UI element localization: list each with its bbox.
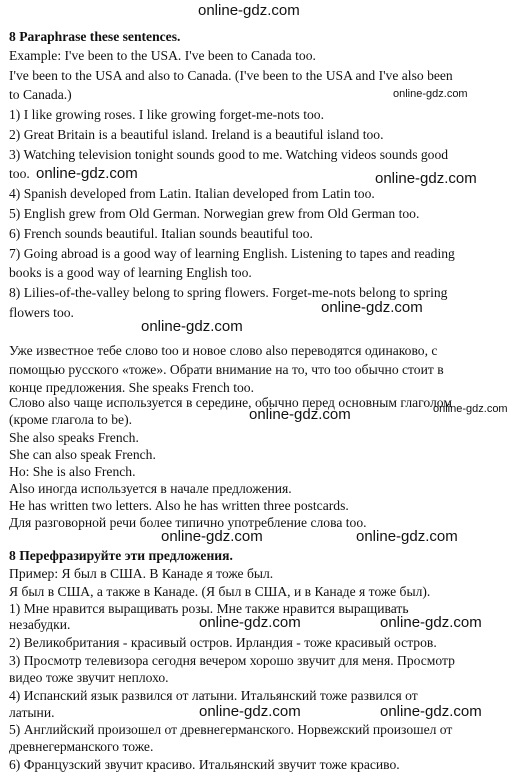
watermark: online-gdz.com: [141, 318, 243, 335]
exercise-heading-ru: 8 Перефразируйте эти предложения.: [9, 548, 233, 563]
watermark: online-gdz.com: [375, 170, 477, 187]
sentence-5-ru-cont: древнегерманского тоже.: [9, 739, 154, 754]
example-line: to Canada.): [9, 87, 72, 102]
watermark: online-gdz.com: [199, 703, 301, 720]
example-line-ru: Пример: Я был в США. В Канаде я тоже был.: [9, 566, 274, 581]
note-line: Слово also чаще используется в середине, обычно перед основным глаголом: [9, 395, 452, 410]
example-line: I've been to the USA and also to Canada. (I've been to the USA and I've also been: [9, 68, 453, 83]
sentence-4: 4) Spanish developed from Latin. Italian developed from Latin too.: [9, 186, 375, 201]
note-line: Also иногда используется в начале предложения.: [9, 481, 292, 496]
sentence-7: 7) Going abroad is a good way of learning English. Listening to tapes and reading: [9, 246, 455, 261]
sentence-8: 8) Lilies-of-the-valley belong to spring flowers. Forget-me-nots belong to spring: [9, 285, 448, 300]
note-line: конце предложения. She speaks French too.: [9, 380, 254, 395]
sentence-5-ru: 5) Английский произошел от древнегерманского. Норвежский произошел от: [9, 722, 453, 737]
sentence-3-ru-cont: видео тоже звучит неплохо.: [9, 670, 169, 685]
sentence-6-ru: 6) Французский звучит красиво. Итальянский звучит тоже красиво.: [9, 757, 400, 772]
note-line: She also speaks French.: [9, 430, 139, 445]
note-line: She can also speak French.: [9, 447, 156, 462]
watermark: online-gdz.com: [36, 165, 138, 182]
note-line: He has written two letters. Also he has written three postcards.: [9, 498, 349, 513]
sentence-1: 1) I like growing roses. I like growing forget-me-nots too.: [9, 107, 324, 122]
sentence-2-ru: 2) Великобритания - красивый остров. Ирландия - тоже красивый остров.: [9, 635, 437, 650]
sentence-8-cont: flowers too.: [9, 305, 74, 320]
sentence-3-ru: 3) Просмотр телевизора сегодня вечером хорошо звучит для меня. Просмотр: [9, 653, 455, 668]
note-line: (кроме глагола to be).: [9, 412, 133, 427]
note-line: Для разговорной речи более типично употребление слова too.: [9, 515, 367, 530]
watermark: online-gdz.com: [249, 406, 351, 423]
note-line: Но: She is also French.: [9, 464, 136, 479]
sentence-4-ru: 4) Испанский язык развился от латыни. Итальянский тоже развился от: [9, 688, 418, 703]
sentence-1-ru: 1) Мне нравится выращивать розы. Мне также нравится выращивать: [9, 601, 409, 616]
sentence-2: 2) Great Britain is a beautiful island. Ireland is a beautiful island too.: [9, 127, 384, 142]
sentence-7-cont: books is a good way of learning English too.: [9, 265, 252, 280]
sentence-4-ru-cont: латыни.: [9, 705, 55, 720]
sentence-3-cont: too.: [9, 166, 30, 181]
sentence-6: 6) French sounds beautiful. Italian sounds beautiful too.: [9, 226, 313, 241]
watermark: online-gdz.com: [380, 703, 482, 720]
sentence-3: 3) Watching television tonight sounds good to me. Watching videos sounds good: [9, 147, 449, 162]
watermark: online-gdz.com: [380, 614, 482, 631]
watermark: online-gdz.com: [199, 614, 301, 631]
watermark-top: online-gdz.com: [198, 2, 300, 19]
example-line-ru: Я был в США, а также в Канаде. (Я был в США, и в Канаде я тоже был).: [9, 584, 431, 599]
watermark: online-gdz.com: [433, 403, 508, 415]
note-line: помощью русского «тоже». Обрати внимание на то, что too обычно стоит в: [9, 362, 444, 377]
watermark: online-gdz.com: [161, 528, 263, 545]
watermark: online-gdz.com: [321, 299, 423, 316]
exercise-heading-en: 8 Paraphrase these sentences.: [9, 29, 181, 44]
example-line: Example: I've been to the USA. I've been to Canada too.: [9, 48, 316, 63]
watermark: online-gdz.com: [393, 88, 468, 100]
sentence-5: 5) English grew from Old German. Norwegian grew from Old German too.: [9, 206, 420, 221]
watermark: online-gdz.com: [356, 528, 458, 545]
sentence-1-ru-cont: незабудки.: [9, 617, 71, 632]
note-line: Уже известное тебе слово too и новое слово also переводятся одинаково, с: [9, 343, 438, 358]
